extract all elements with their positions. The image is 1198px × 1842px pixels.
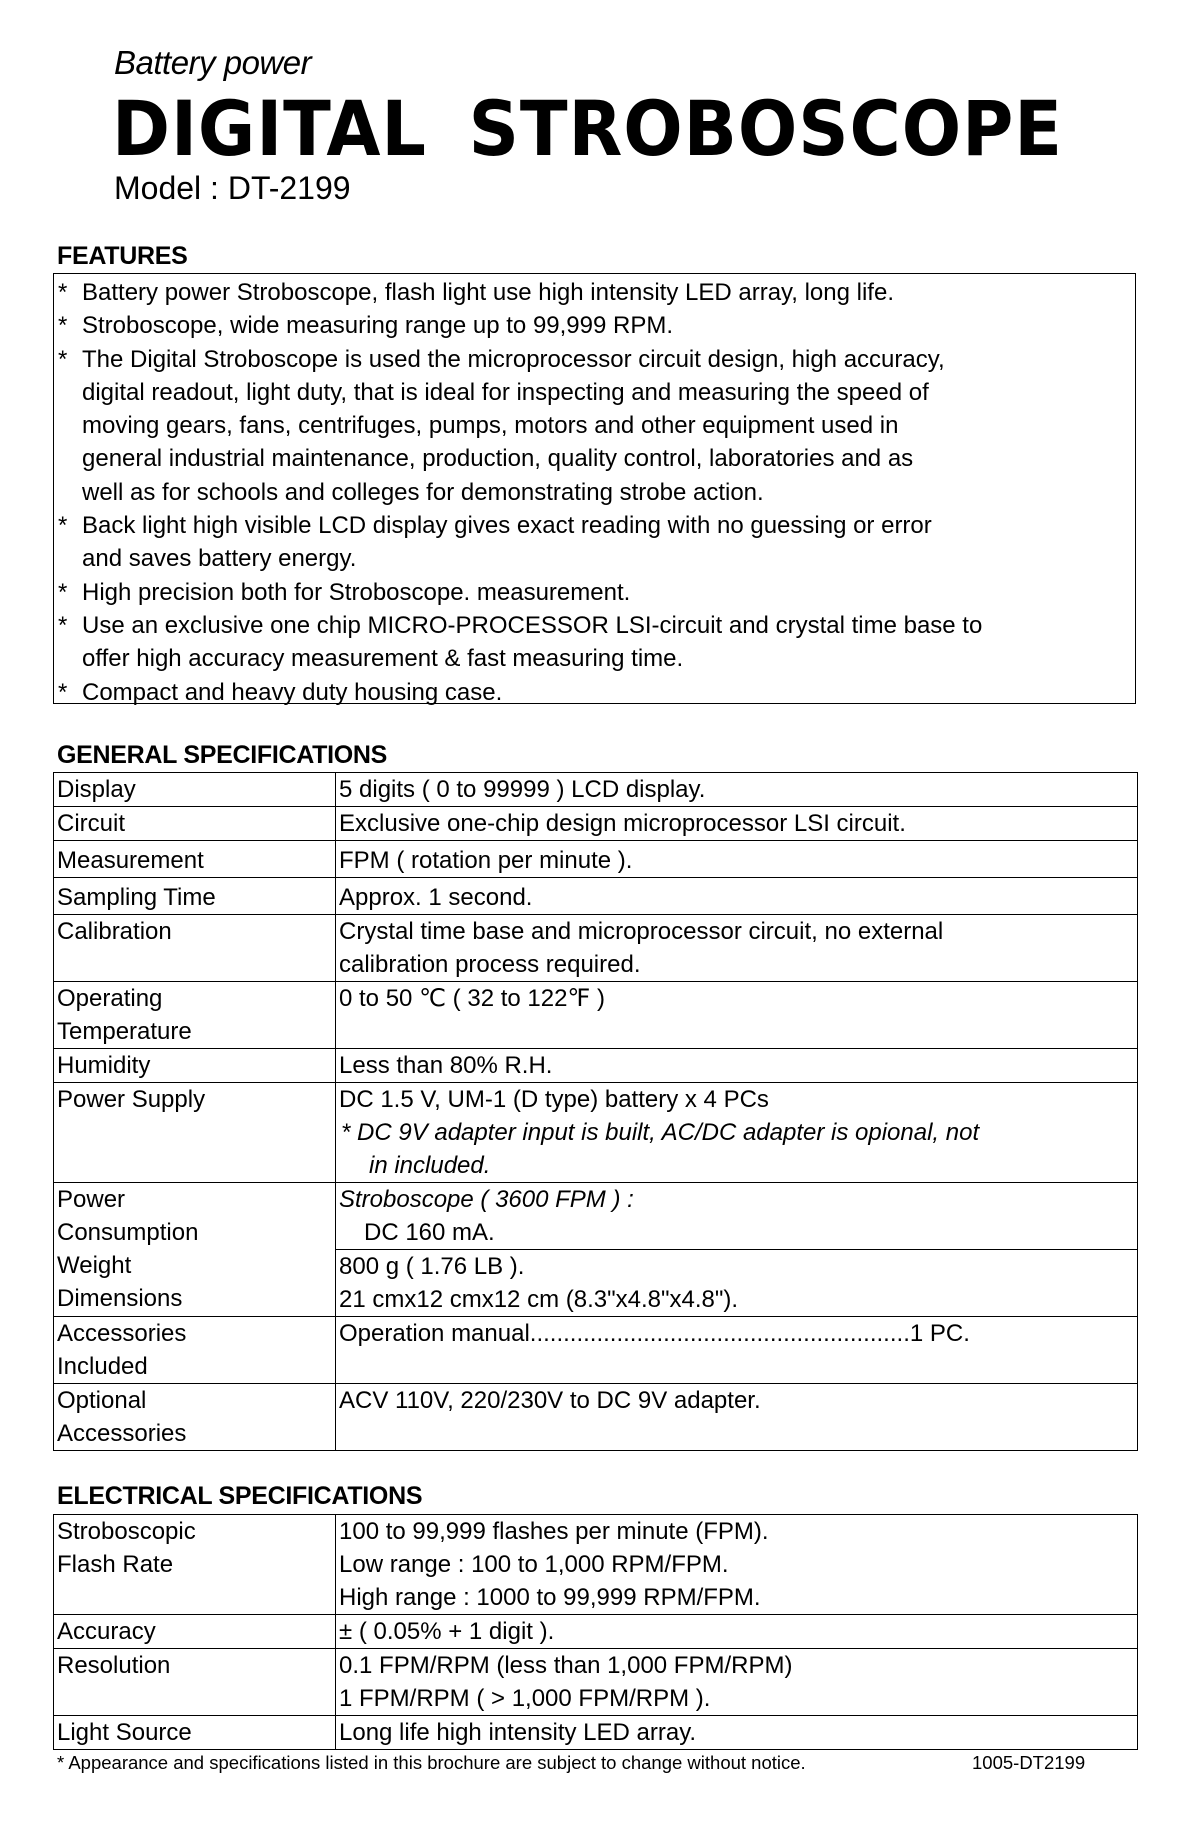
feature-item: [58, 343, 1135, 376]
bullet-star: [58, 442, 82, 475]
spec-value-line: Stroboscope ( 3600 FPM ) :: [339, 1186, 634, 1213]
spec-label: Power Supply: [54, 1083, 336, 1183]
feature-item: [58, 409, 1135, 442]
feature-text: well as for schools and colleges for demonstrating strobe action.: [82, 478, 764, 506]
spec-row-humidity: [54, 1049, 1138, 1083]
spec-row-flash-rate: [54, 1515, 1138, 1615]
model-number: Model : DT-2199: [114, 170, 351, 206]
spec-row-light-source: [54, 1716, 1138, 1750]
spec-row-calibration: [54, 915, 1138, 982]
spec-value: FPM ( rotation per minute ).: [336, 841, 1138, 878]
spec-row-optional: [54, 1384, 1138, 1451]
spec-note: * DC 9V adapter input is built, AC/DC adapter is opional, not: [341, 1119, 980, 1146]
spec-value: 5 digits ( 0 to 99999 ) LCD display.: [336, 773, 1138, 807]
spec-label-line: Dimensions: [57, 1285, 183, 1312]
spec-value: Less than 80% R.H.: [336, 1049, 1138, 1083]
feature-item: [58, 642, 1135, 675]
spec-label-line: Consumption: [57, 1219, 199, 1246]
general-specs-heading: GENERAL SPECIFICATIONS: [57, 741, 388, 769]
spec-note: in included.: [369, 1152, 491, 1179]
feature-text: Stroboscope, wide measuring range up to 99,999 RPM.: [82, 312, 674, 340]
feature-text: The Digital Stroboscope is used the microprocessor circuit design, high accuracy,: [82, 345, 945, 373]
spec-label-line: Weight: [57, 1252, 132, 1279]
bullet-star: [58, 376, 82, 409]
spec-value: [336, 1649, 1138, 1716]
feature-item: [58, 609, 1135, 642]
feature-item: [58, 509, 1135, 542]
feature-item: [58, 676, 1135, 709]
spec-value: [336, 1083, 1138, 1183]
bullet-star: [58, 476, 82, 509]
features-heading: FEATURES: [57, 242, 188, 270]
spec-label-line: Stroboscopic: [57, 1518, 196, 1545]
general-specs-table: [53, 772, 1138, 1451]
bullet-star: *: [58, 512, 68, 540]
spec-value-line: 100 to 99,999 flashes per minute (FPM).: [339, 1518, 769, 1545]
bullet-star: *: [58, 678, 68, 706]
spec-label-line: Flash Rate: [57, 1551, 174, 1578]
spec-value-line: High range : 1000 to 99,999 RPM/FPM.: [339, 1584, 761, 1611]
feature-text: offer high accuracy measurement & fast measuring time.: [82, 645, 684, 673]
feature-item: [58, 309, 1135, 342]
spec-value-line: calibration process required.: [339, 951, 641, 978]
subtitle: Battery power: [114, 44, 312, 81]
spec-label: [54, 982, 336, 1049]
bullet-star: *: [58, 312, 68, 340]
spec-value: Operation manual.........................................................1 PC.: [336, 1317, 1138, 1384]
feature-text: general industrial maintenance, production, quality control, laboratories and as: [82, 445, 914, 473]
spec-row-resolution: [54, 1649, 1138, 1716]
spec-label: [54, 1515, 336, 1615]
spec-value: Approx. 1 second.: [336, 878, 1138, 915]
spec-value: [336, 915, 1138, 982]
feature-text: moving gears, fans, centrifuges, pumps, motors and other equipment used in: [82, 412, 899, 440]
spec-label-line: Included: [57, 1353, 148, 1380]
document-code: 1005-DT2199: [972, 1752, 1086, 1773]
spec-label: Circuit: [54, 807, 336, 841]
footer-note: * Appearance and specifications listed in this brochure are subject to change without notice.: [57, 1752, 806, 1773]
bullet-star: *: [58, 578, 68, 606]
bullet-star: [58, 642, 82, 675]
spec-row-accessories: [54, 1317, 1138, 1384]
spec-label-line: Power: [57, 1186, 126, 1213]
spec-row-sampling: [54, 878, 1138, 915]
feature-text: Use an exclusive one chip MICRO-PROCESSOR LSI-circuit and crystal time base to: [82, 611, 983, 639]
spec-label: [54, 1183, 336, 1317]
spec-value-line: Low range : 100 to 1,000 RPM/FPM.: [339, 1551, 729, 1578]
spec-value: ± ( 0.05% + 1 digit ).: [336, 1615, 1138, 1649]
spec-label: Calibration: [54, 915, 336, 982]
spec-value-line: DC 1.5 V, UM-1 (D type) battery x 4 PCs: [339, 1086, 769, 1113]
spec-label: Resolution: [54, 1649, 336, 1716]
feature-item: [58, 542, 1135, 575]
spec-label-line: Temperature: [57, 1018, 192, 1045]
spec-value-line: DC 160 mA.: [364, 1219, 495, 1246]
spec-value: Exclusive one-chip design microprocessor LSI circuit.: [336, 807, 1138, 841]
spec-value: ACV 110V, 220/230V to DC 9V adapter.: [336, 1384, 1138, 1451]
spec-row-power-consumption: [54, 1183, 1138, 1250]
bullet-star: [58, 542, 82, 575]
feature-item: [58, 276, 1135, 309]
bullet-star: *: [58, 345, 68, 373]
spec-label-line: Accessories: [57, 1320, 187, 1347]
spec-row-display: [54, 773, 1138, 807]
spec-row-measurement: [54, 841, 1138, 878]
feature-text: and saves battery energy.: [82, 545, 357, 573]
spec-label: Light Source: [54, 1716, 336, 1750]
bullet-star: [58, 409, 82, 442]
spec-value-line: 21 cmx12 cmx12 cm (8.3"x4.8"x4.8").: [339, 1286, 739, 1313]
spec-row-accuracy: [54, 1615, 1138, 1649]
electrical-specs-heading: ELECTRICAL SPECIFICATIONS: [57, 1482, 423, 1510]
feature-text: High precision both for Stroboscope. measurement.: [82, 578, 631, 606]
spec-label: Measurement: [54, 841, 336, 878]
feature-text: Back light high visible LCD display gives exact reading with no guessing or error: [82, 512, 932, 540]
feature-item: [58, 442, 1135, 475]
spec-value-line: 0.1 FPM/RPM (less than 1,000 FPM/RPM): [339, 1652, 793, 1679]
spec-label-line: Operating: [57, 985, 163, 1012]
feature-item: [58, 376, 1135, 409]
bullet-star: *: [58, 279, 68, 306]
feature-item: [58, 476, 1135, 509]
spec-label: Humidity: [54, 1049, 336, 1083]
features-list: [53, 273, 1136, 704]
spec-row-power-supply: [54, 1083, 1138, 1183]
bullet-star: *: [58, 611, 68, 639]
spec-value: [336, 1515, 1138, 1615]
spec-value-line: 1 FPM/RPM ( > 1,000 FPM/RPM ).: [339, 1685, 711, 1712]
feature-text: Battery power Stroboscope, flash light use high intensity LED array, long life.: [82, 279, 894, 306]
spec-value: [336, 1183, 1138, 1250]
spec-value: Long life high intensity LED array.: [336, 1716, 1138, 1750]
spec-label: Accuracy: [54, 1615, 336, 1649]
feature-text: digital readout, light duty, that is ideal for inspecting and measuring the speed of: [82, 378, 929, 406]
feature-item: [58, 576, 1135, 609]
spec-label-line: Accessories: [57, 1420, 187, 1447]
spec-row-circuit: [54, 807, 1138, 841]
spec-value-line: Crystal time base and microprocessor circuit, no external: [339, 918, 944, 945]
spec-label: [54, 1317, 336, 1384]
spec-row-temperature: [54, 982, 1138, 1049]
spec-value: 0 to 50 ℃ ( 32 to 122℉ ): [336, 982, 1138, 1049]
electrical-specs-table: [53, 1514, 1138, 1750]
spec-label-line: Optional: [57, 1387, 147, 1414]
spec-label: Display: [54, 773, 336, 807]
spec-label: [54, 1384, 336, 1451]
spec-value-line: 800 g ( 1.76 LB ).: [339, 1253, 525, 1280]
spec-value: [336, 1250, 1138, 1317]
feature-text: Compact and heavy duty housing case.: [82, 678, 503, 706]
page-title: DIGITAL STROBOSCOPE: [112, 84, 1063, 173]
spec-label: Sampling Time: [54, 878, 336, 915]
